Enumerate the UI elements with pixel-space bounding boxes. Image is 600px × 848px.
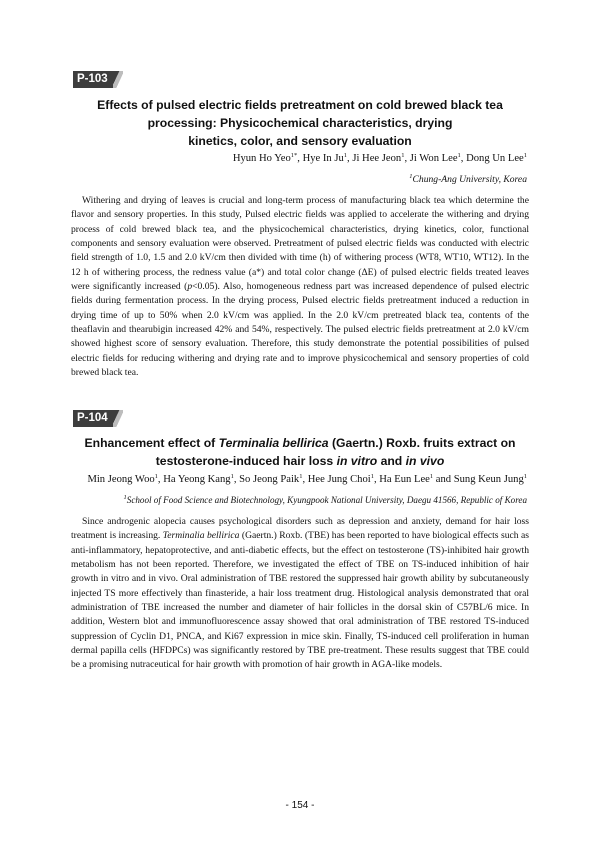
author-name: Ha Yeong Kang bbox=[163, 474, 231, 485]
author-name: Ji Won Lee bbox=[409, 153, 458, 164]
author-sup: 1 bbox=[154, 473, 158, 480]
author-name: Hee Jung Choi bbox=[307, 474, 371, 485]
affiliation-sup: 1 bbox=[123, 494, 127, 501]
author-sup: 1 bbox=[230, 473, 234, 480]
abstract-body bbox=[71, 194, 529, 380]
title-line: Enhancement effect of Terminalia bellirica (Gaertn.) Roxb. fruits extract on bbox=[84, 436, 516, 450]
author-name: Hye In Ju bbox=[302, 153, 344, 164]
abstract-code: P-104 bbox=[73, 410, 113, 427]
body-text-segment: <0.05). Also, homogeneous redness part was increased dependence of pulsed electric fields during fermentation process. In the drying process, Pulsed electric fields pretreatment induced a reduction in drying time of up to 50% when 2.0 kV/cm was applied. In the 2.0 kV/cm pretreated black tea, contents of the theaflavin and thearubigin increased 42% and 54%, respectively. The pulsed electric fields pretreatment at 2.0 kV/cm showed highest score of sensory evaluation. Therefore, this study demonstrate the potential possibilities of pulsed electric fields for reducing withering and drying rate and to improve physicochemical and sensory properties of cold brewed black tea. bbox=[71, 281, 529, 379]
author-sup: 1 bbox=[523, 152, 527, 159]
title-line: kinetics, color, and sensory evaluation bbox=[188, 134, 412, 148]
body-text-segment: Withering and drying of leaves is crucial and long-term process of manufacturing black tea which determine the flavor and sensory properties. In this study, Pulsed electric fields was applied to accelerate the withering and drying process of cold brewed black tea, and the physicochemical characteristics, drying kinetics, color, functional components and sensory evaluation were observed. Pretreatment of pulsed electric fields was conducted with electric field strength of 1.0, 1.5 and 2.0 kV/cm then divided with time (h) of withering process (WT8, WT10, WT12). In the 12 h of withering process, the redness value (a*) and total color change (ΔE) of pulsed electric fields treated leaves were significantly increased ( bbox=[71, 195, 529, 293]
author-sup: 1 bbox=[343, 152, 348, 159]
abstract-title bbox=[70, 434, 530, 470]
affiliation bbox=[124, 495, 527, 505]
body-text-segment: Since androgenic alopecia causes psychological disorders such as depression and anxiety, demand for hair loss treatment is increasing. bbox=[71, 516, 529, 542]
badge-decoration bbox=[113, 71, 123, 88]
author-name: Ji Hee Jeon bbox=[352, 153, 402, 164]
affiliation bbox=[409, 174, 527, 185]
author-list: Min Jeong Woo$^1$, Ha Yeong Kang$^1$, So Jeong Paik$^1$, Hee Jung Choi$^1$, Ha Eun Lee$^1$ and Sung Keun Jung$^1$ bbox=[87, 473, 527, 485]
body-text-italic: p bbox=[187, 281, 193, 293]
author-sup: 1 bbox=[457, 152, 461, 159]
author-sup: 1 bbox=[429, 473, 434, 480]
body-text-italic: Terminalia bellirica bbox=[162, 530, 240, 542]
author-sup: 1 bbox=[370, 473, 374, 480]
author-sup: 1 bbox=[523, 473, 527, 480]
abstract-body bbox=[71, 515, 529, 673]
title-line: processing: Physicochemical characteristics, drying bbox=[147, 116, 453, 130]
author-sup: 1* bbox=[290, 152, 298, 159]
title-line: testosterone-induced hair loss in vitro and in vivo bbox=[155, 454, 445, 468]
affiliation-text: School of Food Science and Biotechnology, Kyungpook National University, Daegu 41566, Republic of Korea bbox=[126, 495, 527, 505]
abstract-title bbox=[70, 96, 530, 150]
author-sup: 1 bbox=[401, 152, 405, 159]
author-sup: 1 bbox=[299, 473, 303, 480]
author-name: So Jeong Paik bbox=[239, 474, 300, 485]
body-text-segment: (Gaertn.) Roxb. (TBE) has been reported to have biological effects such as anti-inflammatory, hepatoprotective, and anti-diabetic effects, but the effect on testosterone (TS)-inhibited hair growth metabolism has not been reported. Therefore, we investigated the effect of TBE on TS-induced inhibition of hair growth in vitro and in vivo. Oral administration of TBE restored the suppressed hair growth ability by subcutaneously injected TS more effectively than finasteride, a hair loss treatment drug. Histological analysis demonstrated that oral administration of TBE increased the number and diameter of hair follicles in the dorsal skin of C57BL/6 mice. In addition, Western blot and immunofluorescence assay showed that oral administration of TBE restored TS-induced suppression of Cyclin D1, PNCA, and Ki67 expression in mice skin. Finally, TS-induced cell proliferation in human dermal papilla cells (HFDPCs) was significantly restored by TBE pre-treatment. These results suggest that TBE could be a promising nutraceutical for hair growth with promotion of hair growth in AGA-like models. bbox=[71, 530, 529, 671]
author-name: Ha Eun Lee bbox=[379, 474, 430, 485]
affiliation-sup: 1 bbox=[409, 173, 413, 180]
author-list: Hyun Ho Yeo$^{1*}$, Hye In Ju$^1$, Ji Hee Jeon$^1$, Ji Won Lee$^1$, Dong Un Lee$^1$ bbox=[232, 152, 527, 164]
author-name: Min Jeong Woo bbox=[87, 474, 155, 485]
abstract-code-badge bbox=[73, 410, 123, 427]
badge-decoration bbox=[113, 410, 123, 427]
author-name: Dong Un Lee bbox=[466, 153, 524, 164]
abstract-code-badge bbox=[73, 71, 123, 88]
author-name: Sung Keun Jung bbox=[453, 474, 524, 485]
title-line: Effects of pulsed electric fields pretreatment on cold brewed black tea bbox=[97, 98, 503, 112]
author-name: Hyun Ho Yeo bbox=[232, 153, 291, 164]
abstract-code: P-103 bbox=[73, 71, 113, 88]
page-number: - 154 - bbox=[285, 800, 315, 811]
affiliation-text: Chung-Ang University, Korea bbox=[412, 174, 527, 185]
